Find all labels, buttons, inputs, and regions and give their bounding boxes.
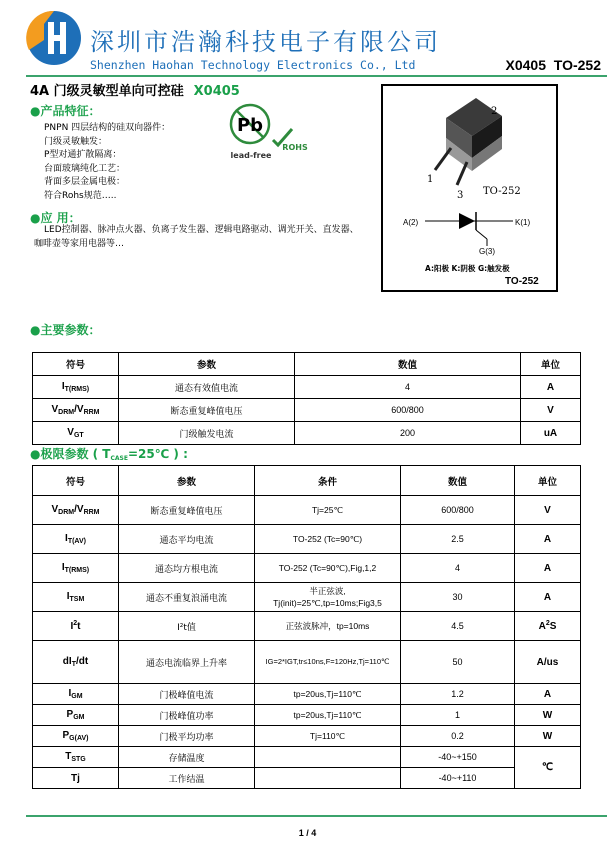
header-part: X0405 <box>505 57 546 73</box>
value-cell: 1.2 <box>401 684 515 705</box>
feature-item: 符合Rohs规范….. <box>44 190 117 201</box>
package-diagram <box>383 86 556 290</box>
value-cell: 4.5 <box>401 612 515 641</box>
feature-item: P型对通扩散隔离： <box>44 150 122 160</box>
application-heading: ●应 用： <box>30 211 81 225</box>
footer-divider <box>26 815 607 817</box>
condition-cell: TO-252 (Tc=90℃),Fig,1,2 <box>255 554 401 583</box>
package-diagram-box <box>381 84 558 292</box>
product-title <box>30 80 240 99</box>
table-row <box>33 422 581 445</box>
value-cell: 30 <box>401 583 515 612</box>
condition-cell: TO-252 (Tc=90℃) <box>255 525 401 554</box>
table-header-row <box>33 466 581 496</box>
value-cell: -40~+110 <box>401 768 515 789</box>
unit-cell: A <box>515 583 581 612</box>
anode-label: A(2) <box>403 218 419 227</box>
value-cell: 2.5 <box>401 525 515 554</box>
value-cell: -40~+150 <box>401 747 515 768</box>
unit-cell: $A^2S$ <box>515 612 581 641</box>
package-label: TO-252 <box>483 186 521 197</box>
main-params-heading: ●主要参数： <box>30 323 101 337</box>
condition-cell: Tj=25℃ <box>255 496 401 525</box>
pin-1-label: 1 <box>427 174 434 185</box>
table-row <box>33 376 581 399</box>
company-name-english: Shenzhen Haohan Technology Electronics Co., Ltd <box>90 58 416 72</box>
header-part-number <box>506 57 601 73</box>
unit-cell: A/us <box>515 641 581 684</box>
package-bottom-label: TO-252 <box>505 276 539 287</box>
symbol-cell: $P_{GM}$ <box>33 705 119 726</box>
symbol-cell: $I_{GM}$ <box>33 684 119 705</box>
gate-label: G(3) <box>479 247 495 256</box>
table-row <box>33 496 581 525</box>
condition-cell <box>255 747 401 768</box>
parameter-cell: 工作结温 <box>119 768 255 789</box>
unit-cell: ℃ <box>515 747 581 789</box>
pb-symbol: Pb <box>236 115 264 136</box>
value-cell: 200 <box>295 422 521 445</box>
rohs-label: ROHS <box>282 143 308 152</box>
table-row <box>33 583 581 612</box>
header-unit: 单位 <box>515 466 581 496</box>
symbol-cell: $I_{T(AV)}$ <box>33 525 119 554</box>
parameter-cell: 通态不重复浪涌电流 <box>119 583 255 612</box>
table-row <box>33 525 581 554</box>
lead-free-label: lead-free <box>230 151 272 160</box>
page-number: 1 / 4 <box>298 828 317 838</box>
condition-cell: tp=20us,Tj=110℃ <box>255 684 401 705</box>
header-parameter: 参数 <box>119 353 295 376</box>
unit-cell: V <box>515 496 581 525</box>
unit-cell: A <box>515 554 581 583</box>
application-text: LED控制器、脉冲点火器、负离子发生器、逻辑电路驱动、调光开关、直发器、咖啡壶等家用电器等… <box>34 225 359 249</box>
header-divider <box>26 75 607 77</box>
main-params-table <box>32 352 581 445</box>
symbol-cell: $P_{G(AV)}$ <box>33 726 119 747</box>
title-text: 4A 门级灵敏型单向可控硅 <box>30 84 184 99</box>
limit-params-table <box>32 465 581 789</box>
header-unit: 单位 <box>521 353 581 376</box>
symbol-cell: $I_{T(RMS)}$ <box>33 376 119 399</box>
parameter-cell: 通态电流临界上升率 <box>119 641 255 684</box>
unit-cell: W <box>515 705 581 726</box>
parameter-cell: 门极峰值电流 <box>119 684 255 705</box>
title-part-number: X0405 <box>193 84 240 99</box>
header-value: 数值 <box>401 466 515 496</box>
parameter-cell: 通态均方根电流 <box>119 554 255 583</box>
limit-params-heading: ●极限参数 ( TCASE=25℃ ) : <box>30 447 188 462</box>
symbol-cell: $dI_T/dt$ <box>33 641 119 684</box>
symbol-cell: Tj <box>33 768 119 789</box>
header-condition: 条件 <box>255 466 401 496</box>
table-header-row <box>33 353 581 376</box>
parameter-cell: 存储温度 <box>119 747 255 768</box>
symbol-cell: $I^2t$ <box>33 612 119 641</box>
header-symbol: 符号 <box>33 353 119 376</box>
value-cell: 4 <box>295 376 521 399</box>
parameter-cell: 通态平均电流 <box>119 525 255 554</box>
unit-cell: A <box>515 525 581 554</box>
table-row <box>33 768 581 789</box>
symbol-cell: $V_{DRM}/V_{RRM}$ <box>33 496 119 525</box>
feature-item: PNPN 四层结构的硅双向器件： <box>44 123 171 133</box>
unit-cell: A <box>515 684 581 705</box>
feature-item: 门级灵敏触发： <box>44 136 108 147</box>
symbol-cell: $V_{DRM}/V_{RRM}$ <box>33 399 119 422</box>
table-row <box>33 641 581 684</box>
pin-legend: A:阳极 K:阴极 G:触发极 <box>425 264 510 273</box>
value-cell: 1 <box>401 705 515 726</box>
feature-item: 背面多层金属电极： <box>44 177 126 187</box>
symbol-cell: $I_{T(RMS)}$ <box>33 554 119 583</box>
company-name-chinese: 深圳市浩瀚科技电子有限公司 <box>90 28 441 56</box>
table-row <box>33 554 581 583</box>
symbol-cell: $V_{GT}$ <box>33 422 119 445</box>
symbol-cell: $T_{STG}$ <box>33 747 119 768</box>
lead-free-rohs-badge <box>225 100 315 162</box>
company-logo <box>26 10 82 66</box>
feature-list <box>44 122 170 203</box>
value-cell: 0.2 <box>401 726 515 747</box>
cathode-label: K(1) <box>515 218 531 227</box>
value-cell: 600/800 <box>401 496 515 525</box>
condition-cell: IG=2*IGT,tr≤10ns,F=120Hz,Tj=110℃ <box>255 641 401 684</box>
parameter-cell: 门级触发电流 <box>119 422 295 445</box>
feature-item: 台面玻璃纯化工艺： <box>44 163 126 174</box>
condition-cell <box>255 768 401 789</box>
table-row <box>33 399 581 422</box>
pin-3-label: 3 <box>457 190 464 201</box>
scr-symbol <box>425 212 513 246</box>
table-row <box>33 684 581 705</box>
header-value: 数值 <box>295 353 521 376</box>
parameter-cell: 门极峰值功率 <box>119 705 255 726</box>
parameter-cell: 断态重复峰值电压 <box>119 399 295 422</box>
header-symbol: 符号 <box>33 466 119 496</box>
condition-cell: 半正弦波, Tj(init)=25℃,tp=10ms;Fig3,5 <box>255 583 401 612</box>
unit-cell: A <box>521 376 581 399</box>
parameter-cell: 通态有效值电流 <box>119 376 295 399</box>
unit-cell: uA <box>521 422 581 445</box>
features-heading: ●产品特征： <box>30 104 101 118</box>
symbol-cell: $I_{TSM}$ <box>33 583 119 612</box>
table-row <box>33 705 581 726</box>
condition-cell: Tj=110℃ <box>255 726 401 747</box>
parameter-cell: 门极平均功率 <box>119 726 255 747</box>
table-row <box>33 747 581 768</box>
table-row <box>33 726 581 747</box>
header-package: TO-252 <box>553 57 601 73</box>
value-cell: 600/800 <box>295 399 521 422</box>
condition-cell: tp=20us,Tj=110℃ <box>255 705 401 726</box>
pin-2-label: 2 <box>491 106 498 117</box>
condition-cell: 正弦波脉冲，tp=10ms <box>255 612 401 641</box>
header-parameter: 参数 <box>119 466 255 496</box>
value-cell: 4 <box>401 554 515 583</box>
unit-cell: W <box>515 726 581 747</box>
table-row <box>33 612 581 641</box>
unit-cell: V <box>521 399 581 422</box>
value-cell: 50 <box>401 641 515 684</box>
parameter-cell: I²t值 <box>119 612 255 641</box>
parameter-cell: 断态重复峰值电压 <box>119 496 255 525</box>
